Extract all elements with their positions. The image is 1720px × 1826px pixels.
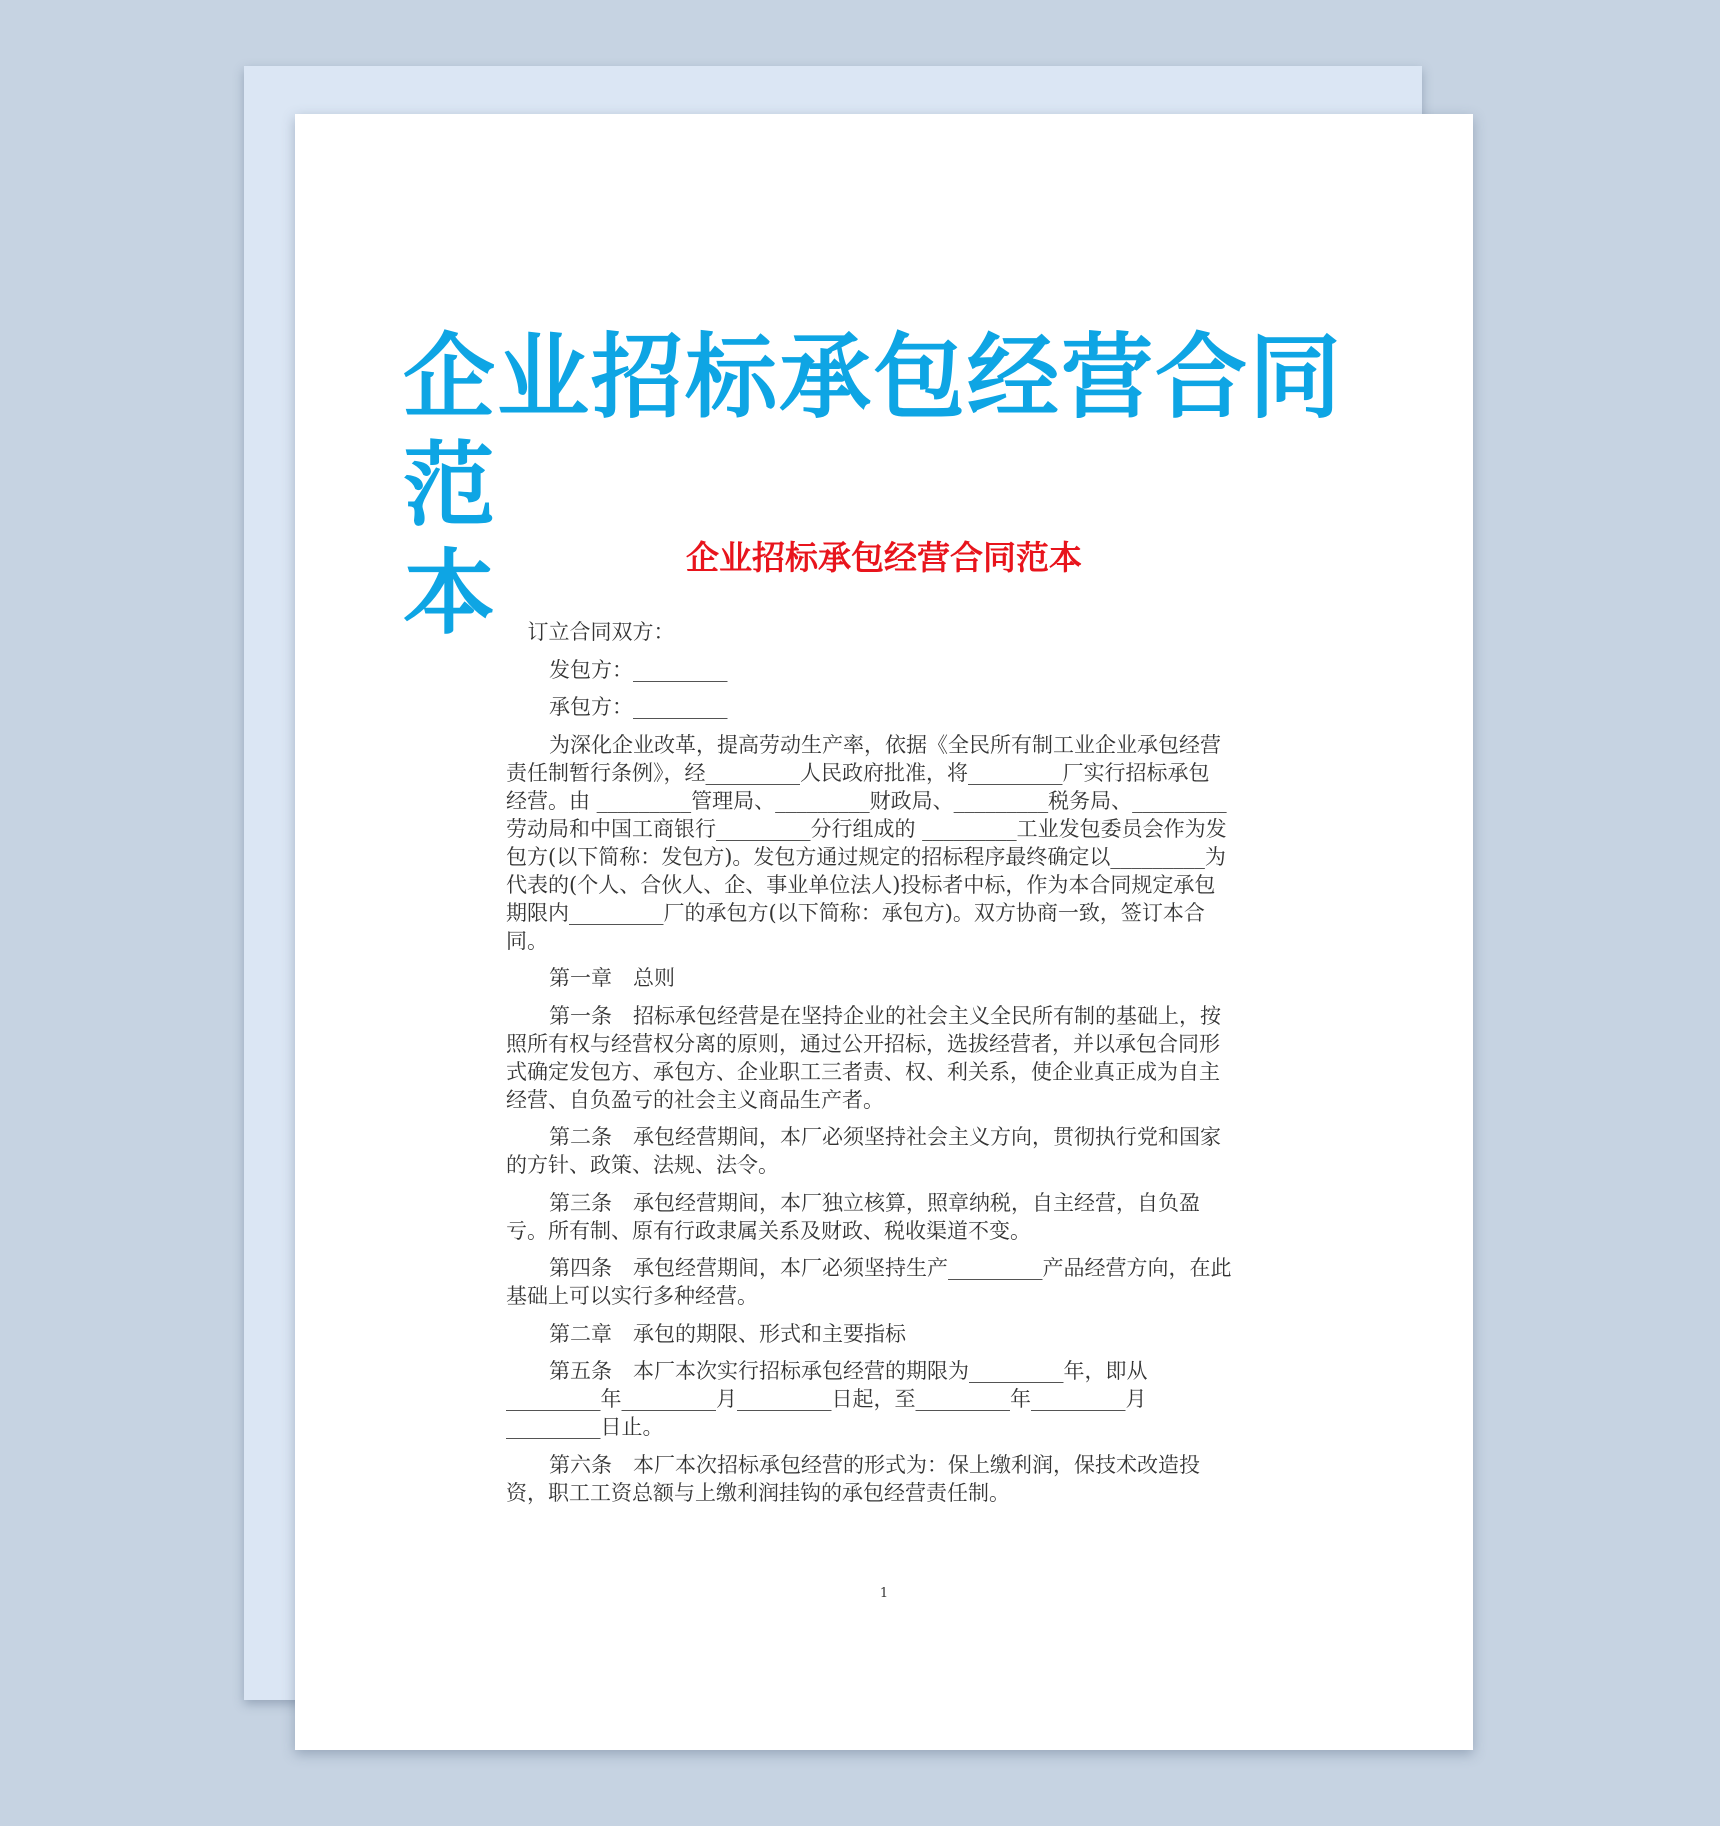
cover-title [403, 324, 1403, 648]
text-line: 为深化企业改革，提高劳动生产率，依据《全民所有制工业企业承包经营 [549, 732, 1221, 757]
text-line: 基础上可以实行多种经营。 [506, 1284, 758, 1308]
text-line: 的方针、政策、法规、法令。 [506, 1153, 779, 1177]
text-line: 期限内_________厂的承包方(以下简称：承包方)。双方协商一致，签订本合 [506, 900, 1205, 925]
page-number: 1 [879, 1586, 889, 1601]
cover-title-line-2: 本 [403, 540, 498, 647]
paragraph [506, 656, 1266, 684]
text-line: 订立合同双方： [527, 620, 675, 644]
text-line: 亏。所有制、原有行政隶属关系及财政、税收渠道不变。 [506, 1218, 1031, 1243]
text-line: 经营。由 _________管理局、_________财政局、_________税务局、_________ [506, 788, 1227, 813]
text-line: _________日止。 [506, 1415, 664, 1439]
text-line: 第二条 承包经营期间，本厂必须坚持社会主义方向，贯彻执行党和国家 [549, 1125, 1221, 1149]
paragraph [506, 1189, 1266, 1245]
cover-title-line-1: 企业招标承包经营合同范 [403, 324, 1344, 539]
paragraph [506, 618, 1266, 646]
paragraph [506, 1320, 1266, 1348]
text-line: 第五条 本厂本次实行招标承包经营的期限为_________年，即从 [549, 1359, 1148, 1383]
text-line: 发包方：_________ [549, 657, 728, 682]
text-line: 第一章 总则 [549, 966, 675, 990]
paragraph [506, 1002, 1266, 1114]
text-line: 第六条 本厂本次招标承包经营的形式为：保上缴利润，保技术改造投 [549, 1452, 1200, 1477]
text-line: 资，职工工资总额与上缴利润挂钩的承包经营责任制。 [506, 1480, 1010, 1505]
paragraph [506, 964, 1266, 992]
paragraph [506, 1123, 1266, 1179]
text-line: 第一条 招标承包经营是在坚持企业的社会主义全民所有制的基础上，按 [549, 1003, 1221, 1028]
text-line: 第四条 承包经营期间，本厂必须坚持生产_________产品经营方向，在此 [549, 1256, 1232, 1280]
paragraph [506, 693, 1266, 721]
text-line: 式确定发包方、承包方、企业职工三者责、权、利关系，使企业真正成为自主 [506, 1059, 1220, 1084]
text-line: 同。 [506, 928, 548, 953]
text-line: 承包方：_________ [549, 695, 728, 719]
text-line: 包方(以下简称：发包方)。发包方通过规定的招标程序最终确定以_________为 [506, 844, 1226, 869]
document-heading: 企业招标承包经营合同范本 [686, 538, 1082, 577]
paragraph [506, 1254, 1266, 1310]
text-line: _________年_________月_________日起，至_________年_________月 [506, 1387, 1147, 1411]
document-page [295, 114, 1473, 1750]
paragraph [506, 1357, 1266, 1441]
text-line: 经营、自负盈亏的社会主义商品生产者。 [506, 1087, 884, 1112]
text-line: 劳动局和中国工商银行_________分行组成的 _________工业发包委员会作为发 [506, 816, 1227, 841]
text-line: 第二章 承包的期限、形式和主要指标 [549, 1321, 906, 1346]
document-body [506, 618, 1266, 1516]
text-line: 第三条 承包经营期间，本厂独立核算，照章纳税，自主经营，自负盈 [549, 1190, 1200, 1215]
paragraph [506, 1451, 1266, 1507]
text-line: 责任制暂行条例》，经_________人民政府批准，将_________厂实行招标承包 [506, 760, 1210, 785]
paragraph [506, 731, 1266, 955]
text-line: 代表的(个人、合伙人、企、事业单位法人)投标者中标，作为本合同规定承包 [506, 872, 1216, 897]
text-line: 照所有权与经营权分离的原则，通过公开招标，选拔经营者，并以承包合同形 [506, 1031, 1220, 1056]
